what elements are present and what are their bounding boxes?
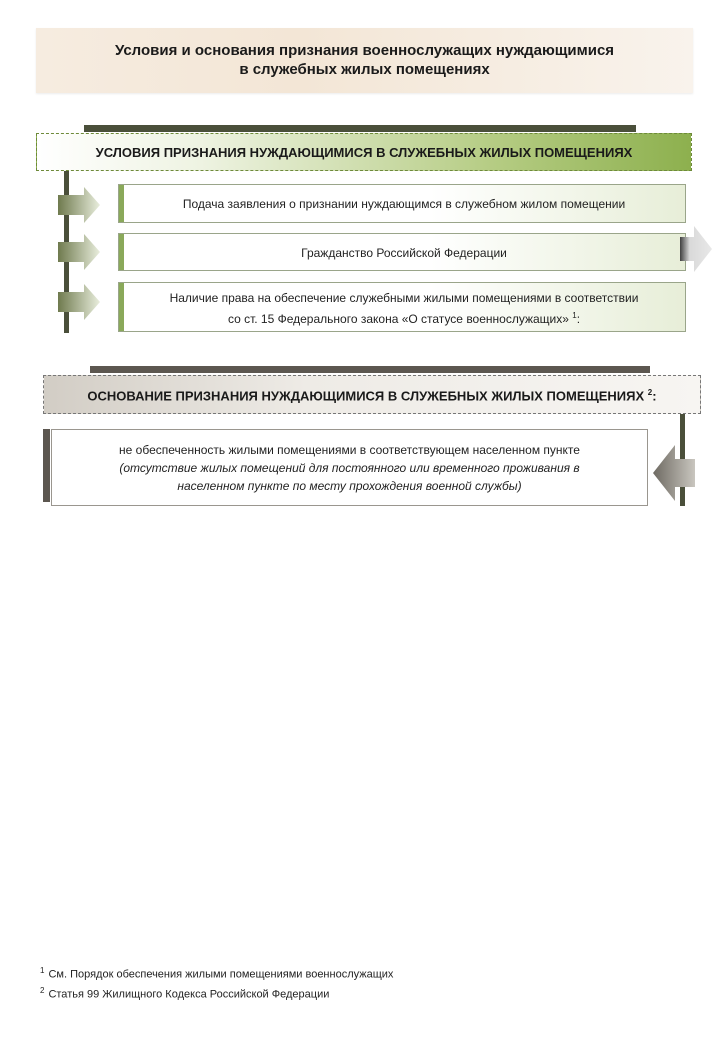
condition-suffix: : <box>576 312 581 326</box>
title-line-1: Условия и основания признания военнослужащих нуждающимися <box>114 42 615 59</box>
footnote-number: 2 <box>40 985 45 995</box>
section2-left-bar <box>43 429 50 502</box>
basis-text-line-3: населенном пункте по месту прохождения военной службы) <box>177 479 522 493</box>
condition-item-application <box>118 184 686 223</box>
section2-header-label: ОСНОВАНИЕ ПРИЗНАНИЯ НУЖДАЮЩИМИСЯ В СЛУЖЕБНЫХ ЖИЛЫХ ПОМЕЩЕНИЯХ <box>87 388 645 404</box>
basis-text-line-2: (отсутствие жилых помещений для постоянного или временного проживания в <box>119 461 580 475</box>
footnote-2 <box>40 983 640 1003</box>
footnotes <box>40 963 640 1002</box>
arrow-right-icon <box>680 226 712 272</box>
section2-header-text <box>44 388 700 403</box>
condition-text-line-1: Наличие права на обеспечение служебными жилыми помещениями в соответствии <box>169 291 639 305</box>
arrow-right-icon <box>58 284 98 318</box>
condition-text-line-2 <box>129 307 679 328</box>
footnote-1 <box>40 963 640 983</box>
condition-law-text: со ст. 15 Федерального закона «О статусе военнослужащих» <box>227 312 569 326</box>
footnote-ref: 2 <box>647 388 653 397</box>
arrow-right-icon <box>58 234 98 268</box>
section1-header <box>36 133 692 171</box>
title-box <box>36 28 693 93</box>
condition-item-right <box>118 282 686 332</box>
footnote-ref: 1 <box>572 311 577 320</box>
condition-text: Гражданство Российской Федерации <box>301 246 507 260</box>
condition-text <box>129 289 679 328</box>
section1-top-bar <box>84 125 636 132</box>
footnote-number: 1 <box>40 966 45 975</box>
arrow-left-icon <box>653 445 695 501</box>
footnote-text: См. Порядок обеспечения жилыми помещениями военнослужащих <box>48 968 394 981</box>
arrow-right-icon <box>58 187 98 221</box>
section2-top-bar <box>90 366 650 373</box>
condition-item-citizenship <box>118 233 686 271</box>
section1-header-text: УСЛОВИЯ ПРИЗНАНИЯ НУЖДАЮЩИМИСЯ В СЛУЖЕБНЫХ ЖИЛЫХ ПОМЕЩЕНИЯХ <box>95 145 633 160</box>
title-line-2: в служебных жилых помещениях <box>239 61 490 78</box>
section2-header <box>43 375 701 414</box>
page-title <box>36 41 693 79</box>
basis-text-line-1: не обеспеченность жилыми помещениями в соответствующем населенном пункте <box>119 443 580 457</box>
section2-header-suffix: : <box>652 388 657 404</box>
footnote-text: Статья 99 Жилищного Кодекса Российской Федерации <box>48 988 330 1001</box>
basis-box <box>51 429 648 506</box>
condition-text: Подача заявления о признании нуждающимся в служебном жилом помещении <box>182 197 626 211</box>
